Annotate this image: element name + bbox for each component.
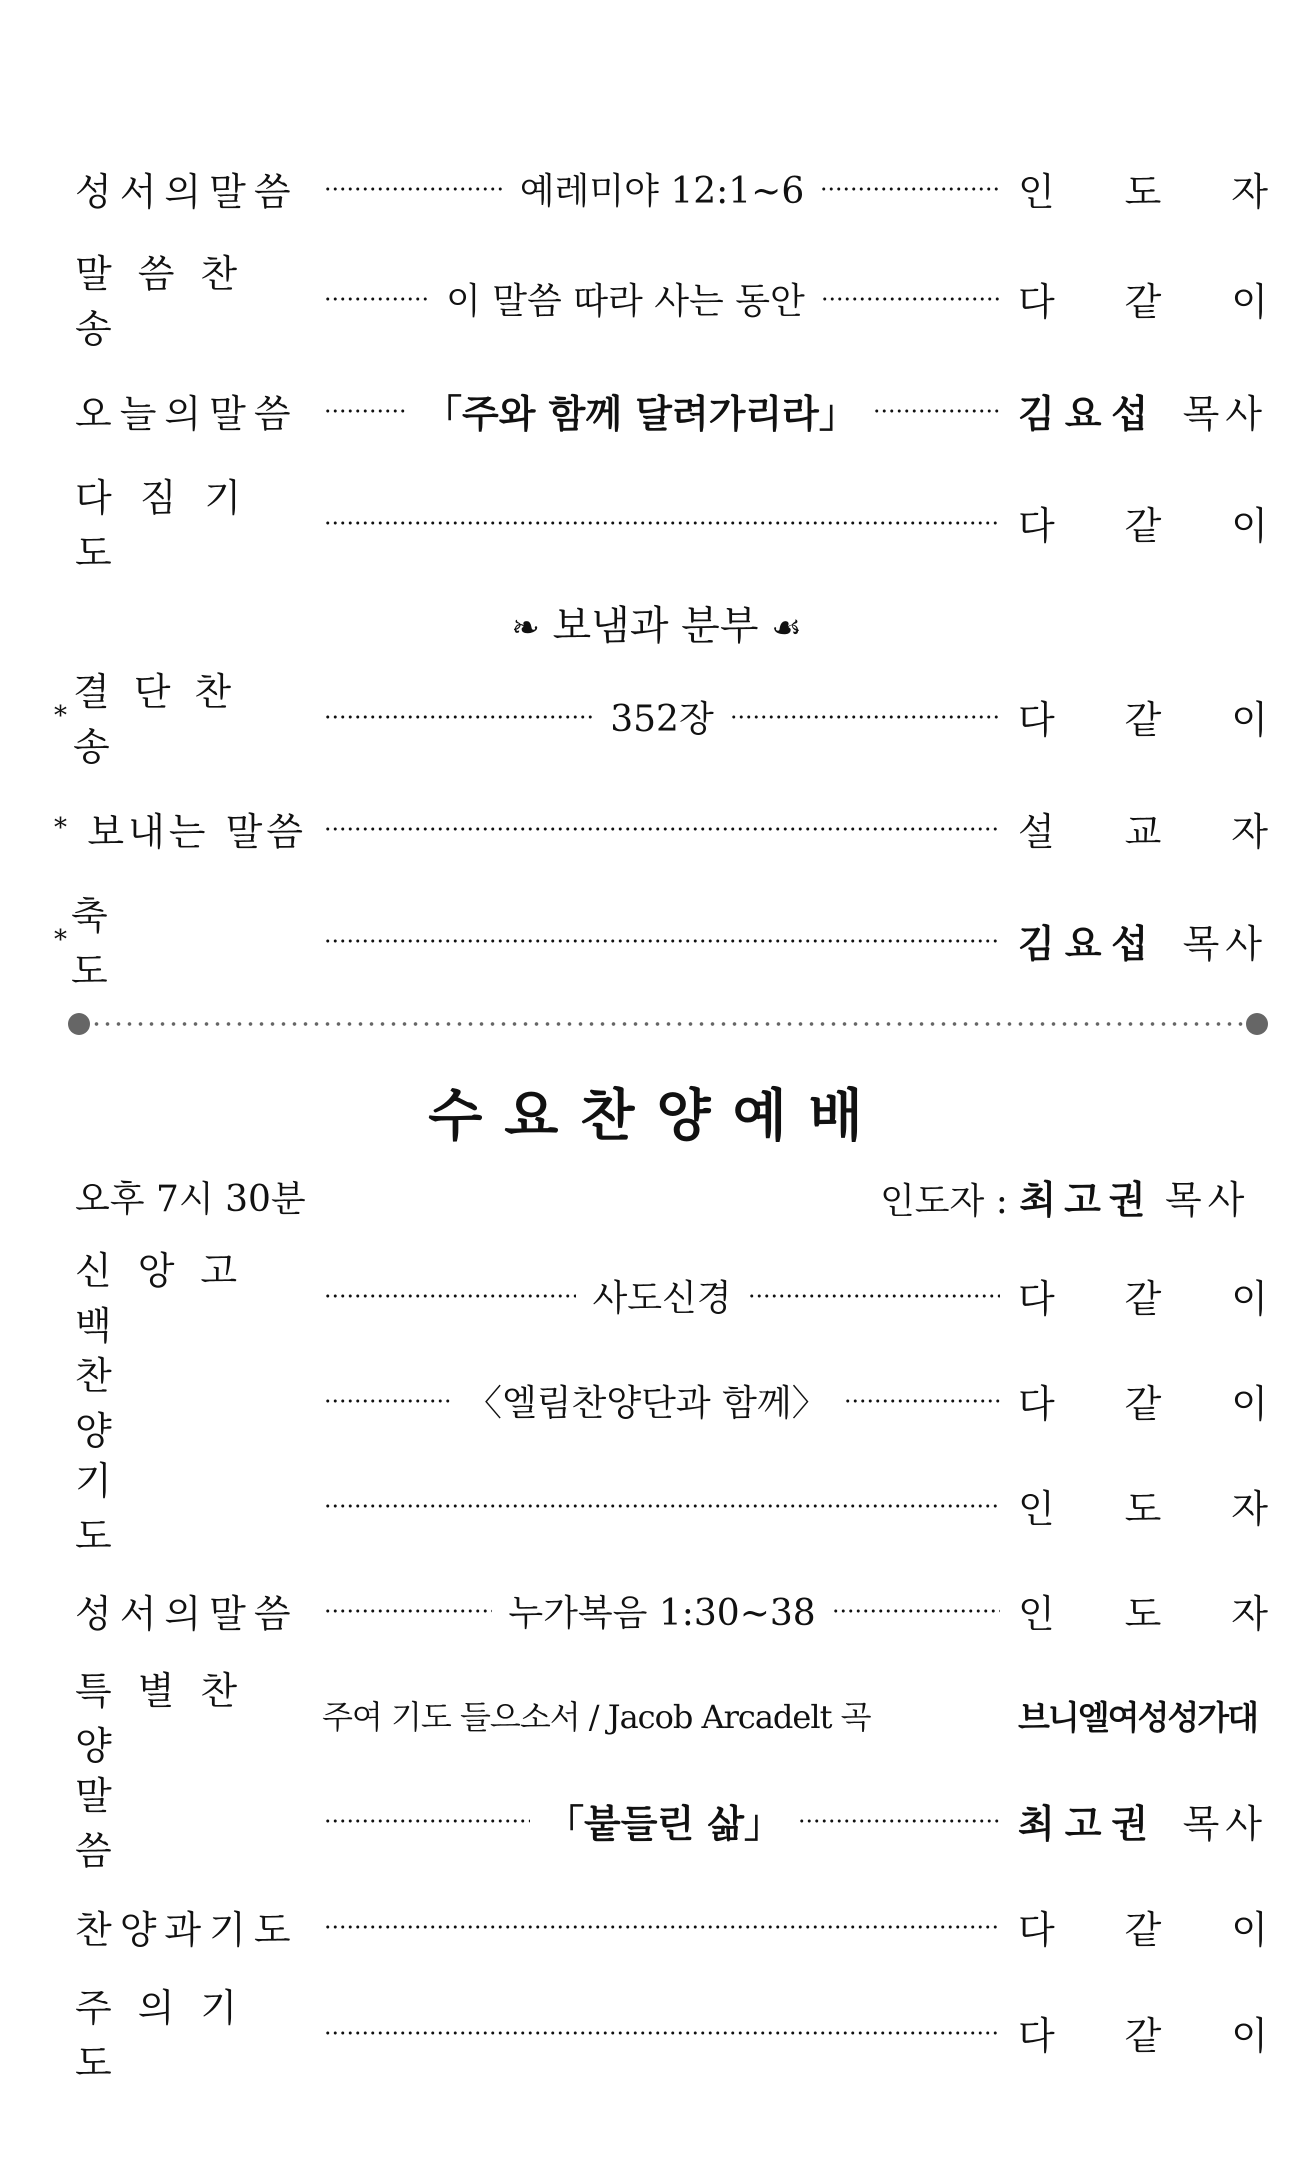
row-label-text: 찬양과기도 <box>75 1907 299 1952</box>
leader-char: 도 <box>1124 169 1162 214</box>
leader-char: 자 <box>1231 1486 1268 1531</box>
order-row <box>0 1459 1313 1558</box>
row-leader <box>1018 1992 1268 2072</box>
row-label <box>75 1986 307 2085</box>
row-leader <box>1018 1360 1268 1440</box>
section-heading-text: 보냄과 분부 <box>552 603 759 649</box>
leader-char: 다 <box>1018 1276 1055 1321</box>
row-label <box>75 370 307 450</box>
dot-leader <box>871 370 1002 450</box>
row-label-text: 말씀찬송 <box>75 252 264 351</box>
dot-leader <box>322 676 596 756</box>
row-leader <box>1018 1780 1268 1860</box>
sermon-title: 「붙들린 삶」 <box>546 1801 783 1846</box>
leader-name: 김요섭 <box>1018 391 1159 436</box>
row-label-text: 특별찬양 <box>75 1669 264 1768</box>
dot-leader <box>322 1780 532 1860</box>
leader-char: 이 <box>1231 1381 1268 1426</box>
dot-leader <box>322 1255 578 1335</box>
order-row <box>0 1570 1313 1650</box>
sermon-title: 「주와 함께 달려가리라」 <box>424 391 857 436</box>
order-row <box>0 148 1313 228</box>
leader-char: 이 <box>1231 2013 1268 2058</box>
dot-leader <box>322 1570 494 1650</box>
row-content: 〈엘림찬양단과 함께〉 <box>466 1382 828 1424</box>
leader-char: 다 <box>1018 1907 1055 1952</box>
dot-leader <box>819 258 1002 338</box>
dot-leader <box>796 1780 1002 1860</box>
leader-char: 같 <box>1124 697 1162 742</box>
choir-name: 브니엘여성성가대 <box>1018 1697 1258 1737</box>
leader-char: 인 <box>1018 169 1055 214</box>
leader-char: 이 <box>1231 1276 1268 1321</box>
row-content: 사도신경 <box>592 1277 732 1319</box>
order-row <box>0 788 1313 868</box>
row-label <box>75 148 307 228</box>
service-leader <box>880 1160 1250 1242</box>
row-leader <box>1018 148 1268 228</box>
row-leader <box>1018 370 1268 450</box>
leader-char: 도 <box>1124 1591 1162 1636</box>
ornament-icon: ❧ <box>511 608 540 648</box>
leader-char: 도 <box>1124 1486 1162 1531</box>
dot-leader <box>746 1255 1002 1335</box>
ornament-icon: ☙ <box>771 608 802 648</box>
row-label-text: 축도 <box>71 894 236 993</box>
row-label-text: 신앙고백 <box>75 1249 264 1348</box>
row-leader <box>1018 1570 1268 1650</box>
row-leader <box>1018 1465 1268 1545</box>
row-leader <box>1018 1255 1268 1335</box>
dot-leader <box>728 676 1002 756</box>
dot-leader <box>322 258 432 338</box>
leader-char: 인 <box>1018 1486 1055 1531</box>
leader-char: 같 <box>1124 279 1162 324</box>
row-label <box>54 894 307 993</box>
dot-leader <box>830 1570 1002 1650</box>
row-content: 누가복음 1:30~38 <box>508 1592 816 1634</box>
order-row <box>0 1886 1313 1966</box>
leader-name: 최고권 <box>1018 1801 1159 1846</box>
order-row <box>0 1986 1313 2085</box>
leader-char: 교 <box>1124 809 1162 854</box>
dot-leader <box>818 148 1002 228</box>
row-label <box>75 252 307 351</box>
leader-char: 다 <box>1018 2013 1055 2058</box>
row-label-text: 결단찬송 <box>73 670 256 769</box>
dot-leader <box>322 1465 1002 1545</box>
order-row <box>0 252 1313 351</box>
leader-char: 자 <box>1231 1591 1268 1636</box>
leader-char: 같 <box>1124 1381 1162 1426</box>
row-label-text: 말씀 <box>75 1774 260 1873</box>
dot-leader <box>842 1360 1002 1440</box>
leader-char: 같 <box>1124 1907 1162 1952</box>
leader-title: 목사 <box>1164 1178 1251 1222</box>
leader-name: 최고권 <box>1019 1178 1154 1222</box>
row-leader <box>1018 482 1268 562</box>
dot-leader <box>322 1992 1002 2072</box>
row-label-text: 성서의말씀 <box>75 1591 299 1636</box>
leader-char: 다 <box>1018 279 1055 324</box>
row-label-text: 다짐기도 <box>75 476 270 575</box>
row-label <box>54 670 307 769</box>
dot-leader <box>322 1360 452 1440</box>
row-label <box>75 1249 307 1348</box>
star-mark: * <box>54 701 67 731</box>
row-label-text: 주의기도 <box>75 1986 264 2085</box>
order-row <box>0 1354 1313 1453</box>
row-content: 352장 <box>610 698 714 740</box>
row-content: 예레미야 12:1~6 <box>519 170 805 212</box>
leader-char: 이 <box>1231 503 1268 548</box>
order-row <box>0 670 1313 769</box>
row-leader <box>1018 900 1268 980</box>
row-label <box>75 1354 307 1453</box>
leader-char: 이 <box>1231 1907 1268 1952</box>
leader-char: 같 <box>1124 2013 1162 2058</box>
leader-char: 같 <box>1124 1276 1162 1321</box>
order-row <box>0 1669 1313 1768</box>
leader-title: 목사 <box>1182 391 1268 436</box>
row-leader <box>1018 788 1268 868</box>
dot-leader <box>322 370 410 450</box>
dot-leader <box>322 900 1002 980</box>
service-info <box>0 1160 1313 1240</box>
row-label <box>75 1459 307 1558</box>
section-divider <box>68 1012 1268 1036</box>
row-content: 이 말씀 따라 사는 동안 <box>446 280 805 322</box>
row-label-text: 찬양 <box>75 1354 260 1453</box>
row-label <box>75 476 307 575</box>
row-leader <box>1018 1886 1268 1966</box>
leader-char: 다 <box>1018 503 1055 548</box>
row-label <box>75 1774 307 1873</box>
star-mark: * <box>54 925 67 955</box>
leader-char: 설 <box>1018 809 1055 854</box>
service-time: 오후 7시 30분 <box>75 1179 306 1220</box>
leader-char: 인 <box>1018 1591 1055 1636</box>
row-label <box>54 788 307 868</box>
row-leader <box>1018 676 1268 756</box>
leader-char: 같 <box>1124 503 1162 548</box>
leader-char: 자 <box>1231 809 1268 854</box>
leader-title: 목사 <box>1182 1801 1268 1846</box>
row-label-text: 기도 <box>75 1459 260 1558</box>
leader-char: 이 <box>1231 279 1268 324</box>
leader-label: 인도자 : <box>880 1181 1008 1222</box>
order-row <box>0 1249 1313 1348</box>
order-row <box>0 894 1313 993</box>
page-title: 수요찬양예배 <box>428 1084 885 1149</box>
dot-leader <box>322 788 1002 868</box>
order-row <box>0 1774 1313 1873</box>
row-label-text: 오늘의말씀 <box>75 391 299 436</box>
section-heading <box>0 596 1313 656</box>
leader-char: 자 <box>1231 169 1268 214</box>
row-label <box>75 1886 307 1966</box>
star-mark: * <box>54 813 67 843</box>
order-row <box>0 476 1313 575</box>
leader-char: 다 <box>1018 1381 1055 1426</box>
leader-name: 김요섭 <box>1018 921 1159 966</box>
dot-leader <box>322 148 506 228</box>
row-label-text: 성서의말씀 <box>75 169 299 214</box>
dot-leader <box>322 482 1002 562</box>
row-content: 주여 기도 들으소서 / Jacob Arcadelt 곡 <box>322 1698 871 1736</box>
row-label <box>75 1570 307 1650</box>
leader-char: 이 <box>1231 697 1268 742</box>
order-row <box>0 370 1313 450</box>
leader-char: 다 <box>1018 697 1055 742</box>
dot-leader <box>322 1886 1002 1966</box>
row-leader <box>1018 258 1268 338</box>
leader-title: 목사 <box>1182 921 1268 966</box>
row-label-text: 보내는 말씀 <box>87 809 307 854</box>
row-label <box>75 1669 307 1768</box>
